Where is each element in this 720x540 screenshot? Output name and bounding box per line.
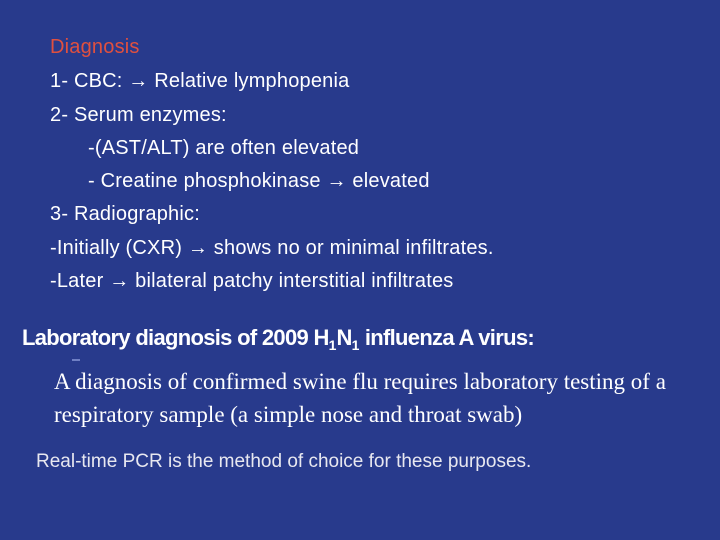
lab-title-suffix: influenza A virus: [359,325,534,350]
decorative-dash [72,359,80,361]
lab-title-sub1: 1 [328,337,337,353]
lab-title-prefix: Laboratory diagnosis of 2009 H [22,325,329,350]
diagnosis-line-radiographic: 3- Radiographic: [50,203,200,225]
diagnosis-line-cpk: - Creatine phosphokinase → elevated [88,170,430,192]
diagnosis-line-cbc: 1- CBC: → Relative lymphopenia [50,70,350,92]
pcr-note: Real-time PCR is the method of choice for these purposes. [36,451,532,472]
diagnosis-line-serum-enzymes: 2- Serum enzymes: [50,104,227,126]
diagnosis-line-ast-alt: -(AST/ALT) are often elevated [88,137,360,159]
lab-body-line-1: A diagnosis of confirmed swine flu requires laboratory testing of a [54,369,666,394]
diagnosis-heading: Diagnosis [50,36,140,58]
lab-title-mid: N [336,325,352,350]
lab-body-line-2: respiratory sample (a simple nose and throat swab) [54,402,523,427]
diagnosis-line-later: -Later → bilateral patchy interstitial infiltrates [50,270,454,292]
lab-title-sub2: 1 [351,337,360,353]
lab-diagnosis-title [22,325,534,353]
diagnosis-line-initially: -Initially (CXR) → shows no or minimal infiltrates. [50,237,494,259]
